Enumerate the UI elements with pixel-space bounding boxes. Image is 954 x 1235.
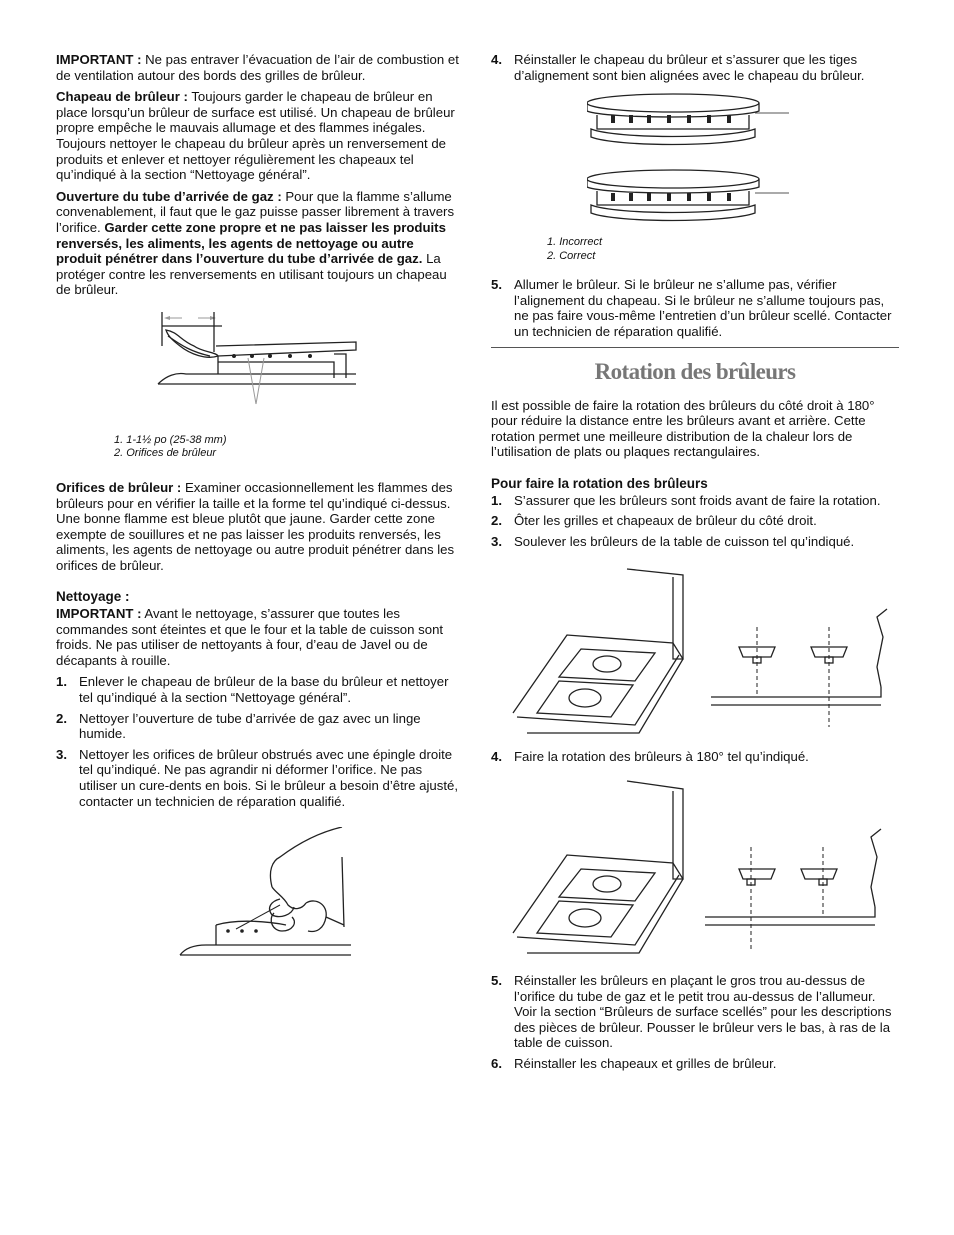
important-cleaning-paragraph: IMPORTANT : Avant le nettoyage, s’assurer que toutes les commandes sont éteintes et que le four et la table de cuisson sont froids. Ne pas utiliser de nettoyants à four, d’eau de Javel ou de décapants à rouille. bbox=[56, 606, 444, 668]
list-item: 6. Réinstaller les chapeaux et grilles de brûleur. bbox=[491, 1055, 777, 1071]
gas-tube-paragraph: Ouverture du tube d’arrivée de gaz : Pour que la flamme s’allume convenablement, il faut que le gaz puisse passer librement à travers l’orifice. Garder cette zone propre et ne pas laisser les produits renversés, les aliments, les agents de nettoyage ou autre produit pénétrer dans l’ouverture du tube d’arrivée de gaz. La protéger contre les renversements en utilisant toujours un chapeau de brûleur. bbox=[56, 188, 455, 298]
important-paragraph: IMPORTANT : Ne pas entraver l’évacuation de l’air de combustion et de ventilation autour des bords des grilles de brûleur. bbox=[56, 52, 459, 83]
pin-cleaning-figure bbox=[176, 827, 462, 957]
list-item: 1. S’assurer que les brûleurs sont froids avant de faire la rotation. bbox=[491, 492, 881, 508]
section-heading: Rotation des brûleurs bbox=[594, 358, 796, 384]
rotation-intro: Il est possible de faire la rotation des brûleurs du côté droit à 180° pour réduire la distance entre les brûleurs avant et arrière. Cette rotation permet une meilleure distribution de la chaleur lors de l’utilisation de plats ou plaques rectangulaires. bbox=[491, 397, 875, 460]
list-item: 1. Enlever le chapeau de brûleur de la base du brûleur et nettoyer tel qu’indiqué à la section “Nettoyage général”. bbox=[56, 674, 449, 706]
orifices-paragraph: Orifices de brûleur : Examiner occasionnellement les flammes des brûleurs pour en vérifier la taille et la forme tel qu’indiqué ci-dessus. Une bonne flamme est bleue plutôt que jaune. Garder cette zone exempte de souillures et ne pas laisser les produits renversés, les aliments, les agents de nettoyage ou autre produit pénétrer dans les orifices de brûleur. bbox=[56, 479, 455, 573]
figure-notes: 1. 1-1½ po (25-38 mm) 2. Orifices de brûleur bbox=[114, 433, 227, 460]
list-item: 5. Allumer le brûleur. Si le brûleur ne s’allume pas, vérifier l’alignement du chapeau. Si le brûleur ne s’allume toujours pas, ne pas faire vous-même l’entretien d’un brûleur scellé. Contacter un technicien de réparation qualifié. bbox=[491, 277, 892, 339]
cleaning-title: Nettoyage : bbox=[56, 589, 130, 605]
section-divider bbox=[491, 347, 899, 348]
list-item: 5. Réinstaller les brûleurs en plaçant le gros trou au-dessus de l’orifice du tube de gaz et le petit trou au-dessus de l’allumeur. Voir la section “Brûleurs de surface scellés” pour les descriptions des pièces de brûleur. Pousser le brûleur vers le bas, à ras de la table de cuisson. bbox=[491, 972, 892, 1051]
burner-orifice-figure bbox=[106, 312, 462, 432]
rotate-step bbox=[491, 749, 899, 765]
figure-notes: 1. Incorrect 2. Correct bbox=[547, 236, 603, 262]
list-item: 3. Nettoyer les orifices de brûleur obstrués avec une épingle droite tel qu’indiqué. Ne pas agrandir ni déformer l’orifice. Ne pas utiliser un cure-dents en bois. Si le brûleur a besoin d’être ajusté, contacter un technicien de réparation qualifié. bbox=[56, 746, 458, 809]
rotate-burners-figure bbox=[503, 779, 899, 955]
list-item: 2. Nettoyer l’ouverture de tube d’arrivée de gaz avec un linge humide. bbox=[56, 710, 421, 742]
rotation-title: Pour faire la rotation des brûleurs bbox=[491, 475, 708, 491]
left-column bbox=[56, 52, 462, 957]
list-item: 4. Faire la rotation des brûleurs à 180° tel qu’indiqué. bbox=[491, 749, 809, 765]
list-item: 4. Réinstaller le chapeau du brûleur et s’assurer que les tiges d’alignement sont bien alignées avec le chapeau du brûleur. bbox=[491, 52, 865, 83]
list-item: 2. Ôter les grilles et chapeaux de brûleur du côté droit. bbox=[491, 513, 817, 529]
rotation-steps bbox=[491, 493, 899, 550]
cleaning-steps bbox=[56, 674, 462, 809]
light-steps bbox=[491, 277, 899, 339]
reinstall-steps bbox=[491, 973, 899, 1072]
cap-alignment-figure bbox=[587, 89, 899, 237]
list-item: 3. Soulever les brûleurs de la table de cuisson tel qu’indiqué. bbox=[491, 533, 855, 549]
right-column bbox=[491, 52, 899, 1076]
cap-steps bbox=[491, 52, 899, 83]
burner-cap-paragraph: Chapeau de brûleur : Toujours garder le chapeau de brûleur en place lorsqu’un brûleur de surface est utilisé. Un chapeau de brûleur propre empêche le mauvais allumage et des flammes inégales. Toujours nettoyer le chapeau du brûleur après un renversement de produits et enlever et nettoyer régulièrement les chapeaux tel qu’indiqué à la section “Nettoyage général”. bbox=[56, 89, 455, 183]
lift-burners-figure bbox=[507, 567, 899, 735]
